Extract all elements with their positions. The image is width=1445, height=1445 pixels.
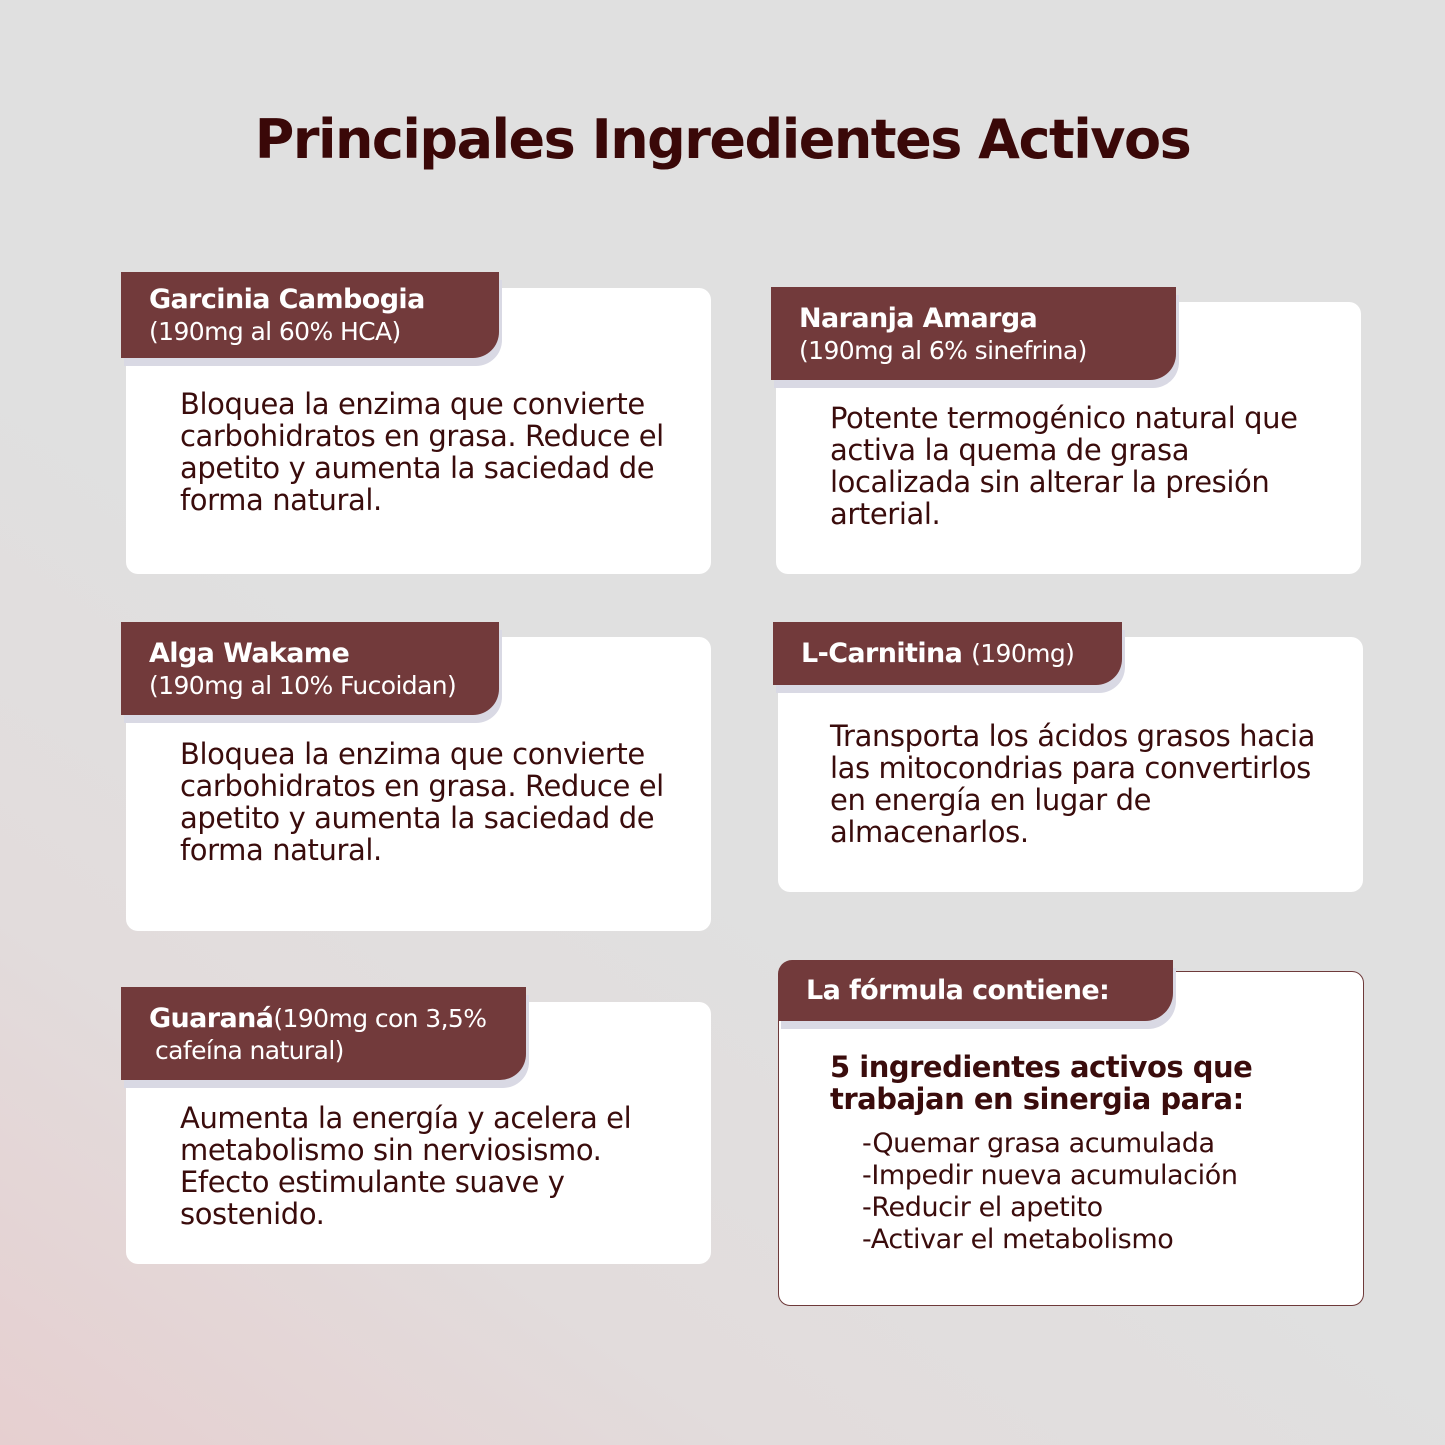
page-title: Principales Ingredientes Activos bbox=[254, 108, 1191, 171]
ingredient-dose: (190mg con 3,5% bbox=[273, 1004, 487, 1033]
ingredient-tag-guarana bbox=[121, 987, 526, 1080]
ingredient-description: Potente termogénico natural que activa la quema de grasa localizada sin alterar la presión arterial. bbox=[830, 401, 1298, 531]
summary-heading: 5 ingredientes activos que trabajan en sinergia para: bbox=[830, 1050, 1253, 1116]
list-item: -Activar el metabolismo bbox=[862, 1224, 1174, 1255]
ingredient-dose: (190mg al 10% Fucoidan) bbox=[149, 671, 457, 700]
ingredient-dose: (190mg) bbox=[971, 639, 1075, 668]
summary-list bbox=[862, 1128, 1322, 1256]
ingredient-description: Bloquea la enzima que convierte carbohidratos en grasa. Reduce el apetito y aumenta la saciedad de forma natural. bbox=[180, 737, 664, 867]
summary-tag bbox=[778, 960, 1173, 1021]
ingredient-name: Alga Wakame bbox=[149, 638, 350, 669]
ingredient-name-and-dose bbox=[149, 1003, 526, 1035]
ingredient-dose: (190mg al 6% sinefrina) bbox=[799, 336, 1087, 365]
list-item: -Impedir nueva acumulación bbox=[862, 1160, 1238, 1191]
ingredient-name: Guaraná bbox=[149, 1003, 274, 1034]
ingredient-dose-continued: cafeína natural) bbox=[155, 1036, 344, 1065]
ingredient-description: Transporta los ácidos grasos hacia las mitocondrias para convertirlos en energía en lugar de almacenarlos. bbox=[830, 719, 1316, 849]
ingredient-tag-naranja bbox=[771, 287, 1176, 380]
ingredient-name: Naranja Amarga bbox=[799, 303, 1038, 334]
ingredient-name: L-Carnitina bbox=[801, 638, 963, 669]
ingredient-description: Aumenta la energía y acelera el metabolismo sin nerviosismo. Efecto estimulante suave y sostenido. bbox=[180, 1101, 632, 1231]
ingredient-dose: (190mg al 60% HCA) bbox=[149, 317, 401, 346]
ingredient-description: Bloquea la enzima que convierte carbohidratos en grasa. Reduce el apetito y aumenta la saciedad de forma natural. bbox=[180, 387, 664, 517]
ingredient-tag-carnitina bbox=[773, 622, 1122, 685]
ingredient-name: Garcinia Cambogia bbox=[149, 284, 425, 315]
summary-label: La fórmula contiene: bbox=[806, 975, 1110, 1006]
ingredient-tag-wakame bbox=[121, 622, 499, 715]
ingredient-tag-garcinia bbox=[121, 272, 499, 358]
ingredient-name-and-dose bbox=[801, 638, 1122, 670]
list-item: -Quemar grasa acumulada bbox=[862, 1128, 1215, 1159]
list-item: -Reducir el apetito bbox=[862, 1192, 1103, 1223]
